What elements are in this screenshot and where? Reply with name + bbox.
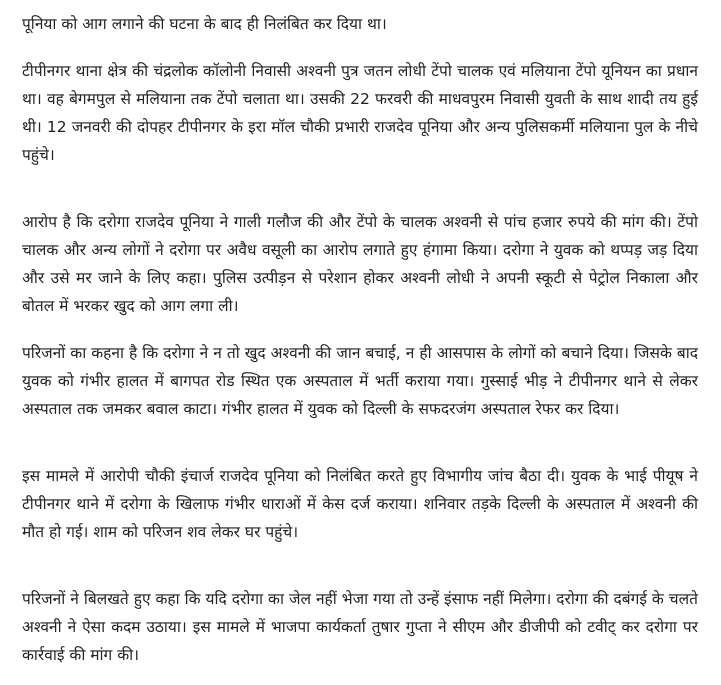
article-paragraph: टीपीनगर थाना क्षेत्र की चंद्रलोक कॉलोनी निवासी अश्वनी पुत्र जतन लोधी टेंपो चालक एवं मलियाना टेंपो यूनियन का प्रधान था। वह बेगमपुल से मलियाना तक टेंपो चलाता था। उसकी 22 फरवरी की माधवपुरम निवासी युवती के साथ शादी तय हुई थी। 12 जनवरी की दोपहर टीपीनगर के इरा मॉल चौकी प्रभारी राजदेव पूनिया और अन्य पुलिसकर्मी मलियाना पुल के नीचे पहुंचे। bbox=[22, 62, 698, 164]
article-paragraph: परिजनों का कहना है कि दरोगा ने न तो खुद अश्वनी की जान बचाई, न ही आसपास के लोगों को बचाने दिया। जिसके बाद युवक को गंभीर हालत में बागपत रोड स्थित एक अस्पताल में भर्ती कराया गया। गुस्साई भीड़ ने टीपीनगर थाने से लेकर अस्पताल तक जमकर बवाल काटा। गंभीर हालत में युवक को दिल्ली के सफदरजंग अस्पताल रेफर कर दिया। bbox=[22, 344, 698, 418]
article-paragraph: आरोप है कि दरोगा राजदेव पूनिया ने गाली गलौज की और टेंपो के चालक अश्वनी से पांच हजार रुपये की मांग की। टेंपो चालक और अन्य लोगों ने दरोगा पर अवैध वसूली का आरोप लगाते हुए हंगामा किया। दरोगा ने युवक को थप्पड़ जड़ दिया और उसे मर जाने के लिए कहा। पुलिस उत्पीड़न से परेशान होकर अश्वनी लोधी ने अपनी स्कूटी से पेट्रोल निकाला और बोतल में भरकर खुद को आग लगा ली। bbox=[22, 213, 698, 315]
article-paragraph: पूनिया को आग लगाने की घटना के बाद ही निलंबित कर दिया था। bbox=[22, 15, 387, 33]
article-paragraph: इस मामले में आरोपी चौकी इंचार्ज राजदेव पूनिया को निलंबित करते हुए विभागीय जांच बैठा दी। युवक के भाई पीयूष ने टीपीनगर थाने में दरोगा के खिलाफ गंभीर धाराओं में केस दर्ज कराया। शनिवार तड़के दिल्ली के अस्पताल में अश्वनी की मौत हो गई। शाम को परिजन शव लेकर घर पहुंचे। bbox=[22, 467, 698, 541]
article-body bbox=[22, 10, 698, 669]
article-paragraph: परिजनों ने बिलखते हुए कहा कि यदि दरोगा का जेल नहीं भेजा गया तो उन्हें इंसाफ नहीं मिलेगा। दरोगा की दबंगई के चलते अश्वनी ने ऐसा कदम उठाया। इस मामले में भाजपा कार्यकर्ता तुषार गुप्ता ने सीएम और डीजीपी को टवीट् कर दरोगा पर कार्रवाई की मांग की। bbox=[22, 590, 698, 664]
